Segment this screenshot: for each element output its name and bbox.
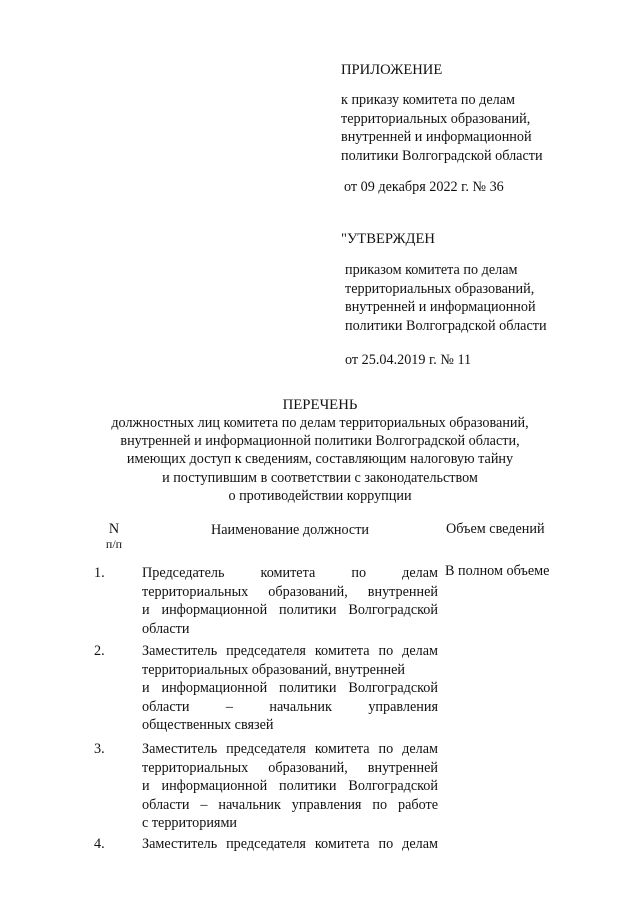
appendix-date: от 09 декабря 2022 г. № 36 — [344, 179, 504, 195]
row-line: области – начальник управления — [142, 698, 438, 715]
row-line: общественных связей — [142, 717, 274, 734]
row-line: территориальных образований, внутренней — [142, 583, 438, 600]
row-line: Заместитель председателя комитета по делам — [142, 836, 438, 852]
row-position-title — [142, 835, 438, 854]
approved-heading: "УТВЕРЖДЕН — [341, 231, 435, 247]
appendix-heading: ПРИЛОЖЕНИЕ — [341, 62, 443, 78]
approved-line: внутренней и информационной — [345, 299, 536, 316]
appendix-line: к приказу комитета по делам — [341, 92, 516, 108]
row-line: Председатель комитета по делам — [142, 565, 438, 581]
row-line: и информационной политики Волгоградской — [142, 680, 438, 697]
row-number: 4. — [94, 836, 105, 852]
row-number: 3. — [94, 741, 105, 757]
appendix-line: внутренней и информационной — [341, 129, 532, 146]
approved-order-reference — [345, 261, 547, 335]
row-line: области — [142, 620, 190, 637]
approved-line: политики Волгоградской области — [345, 317, 547, 334]
approved-line: приказом комитета по делам — [345, 262, 518, 278]
column-header-scope: Объем сведений — [446, 521, 545, 537]
row-line: территориальных образований, внутренней — [142, 759, 438, 776]
row-line: территориальных образований, внутренней — [142, 661, 406, 678]
subtitle-line: и поступившим в соответствии с законодательством — [162, 469, 478, 486]
row-line: Заместитель председателя комитета по делам — [142, 741, 438, 757]
subtitle-line: имеющих доступ к сведениям, составляющим налоговую тайну — [126, 451, 514, 468]
row-line: и информационной политики Волгоградской — [142, 778, 438, 795]
row-number: 1. — [94, 565, 105, 581]
list-subtitle — [60, 414, 580, 505]
row-position-title — [142, 564, 438, 638]
appendix-line: политики Волгоградской области — [341, 147, 543, 164]
row-line: и информационной политики Волгоградской — [142, 602, 438, 619]
column-header-number-line1: N — [108, 521, 120, 537]
list-title: ПЕРЕЧЕНЬ — [282, 397, 358, 413]
row-line: Заместитель председателя комитета по делам — [142, 643, 438, 659]
row-line: области – начальник управления по работе — [142, 796, 438, 813]
row-number: 2. — [94, 643, 105, 659]
column-header-number-line2: п/п — [105, 537, 123, 551]
subtitle-line: внутренней и информационной политики Волгоградской области, — [120, 433, 520, 450]
column-header-position: Наименование должности — [210, 522, 370, 538]
row-line: с территориями — [142, 815, 238, 832]
column-header-number — [96, 522, 132, 552]
row-position-title — [142, 740, 438, 833]
approved-line: территориальных образований, — [345, 280, 535, 297]
subtitle-line: о противодействии коррупции — [228, 487, 412, 504]
row-scope: В полном объеме — [445, 563, 550, 579]
approved-date: от 25.04.2019 г. № 11 — [345, 352, 472, 368]
row-position-title — [142, 642, 438, 735]
appendix-order-reference — [341, 91, 543, 165]
subtitle-line: должностных лиц комитета по делам территориальных образований, — [111, 415, 529, 431]
appendix-line: территориальных образований, — [341, 110, 531, 127]
